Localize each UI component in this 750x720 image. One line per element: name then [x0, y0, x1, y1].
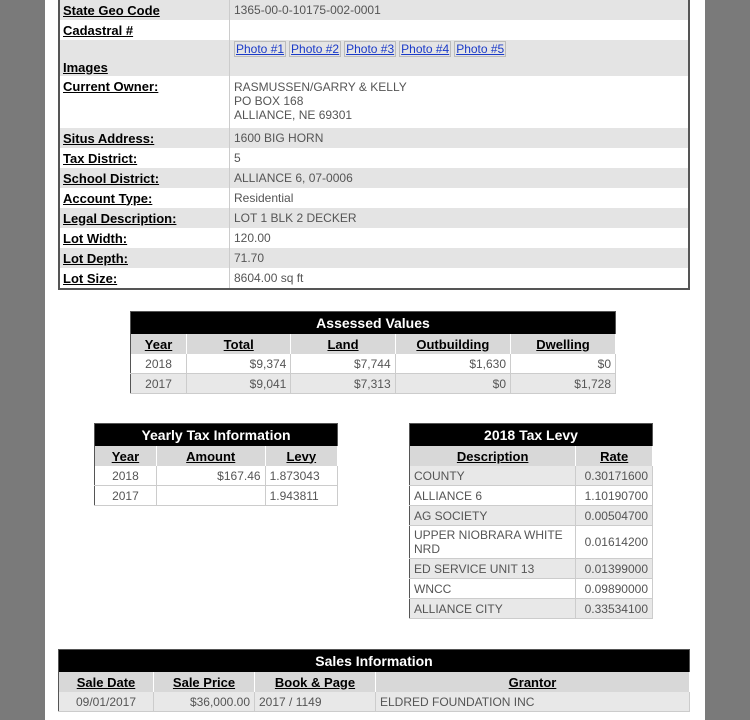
document-page: [45, 0, 705, 720]
table-row: [410, 506, 653, 526]
levy-description: ALLIANCE 6: [410, 486, 576, 506]
yearly-tax-table: [94, 423, 338, 506]
label-images: Images: [59, 40, 230, 76]
photo-link-2[interactable]: Photo #2: [291, 42, 340, 56]
tax-levy-header-rate: Rate: [576, 446, 653, 466]
yearly-tax-header-amount: Amount: [156, 446, 265, 466]
assessed-year: 2018: [131, 354, 187, 374]
levy-description: ALLIANCE CITY: [410, 599, 576, 619]
sales-header-grantor: Grantor: [376, 672, 690, 692]
tax-levy-header-description: Description: [410, 446, 576, 466]
yearly-tax-header-levy: Levy: [265, 446, 337, 466]
row-images: [59, 40, 689, 76]
table-row: [131, 374, 616, 394]
property-info-table: [58, 0, 690, 290]
levy-description: AG SOCIETY: [410, 506, 576, 526]
value-lot-width: 120.00: [230, 228, 690, 248]
value-current-owner: [230, 76, 690, 128]
assessed-total: $9,374: [187, 354, 291, 374]
sale-book-page: 2017 / 1149: [255, 692, 376, 712]
table-row: [410, 599, 653, 619]
value-images: [230, 40, 690, 76]
assessed-header-land: Land: [291, 334, 395, 354]
yearly-tax-title: Yearly Tax Information: [95, 424, 338, 447]
levy-description: UPPER NIOBRARA WHITE NRD: [410, 526, 576, 559]
sales-header-sale-price: Sale Price: [154, 672, 255, 692]
tax-levy-title: 2018 Tax Levy: [410, 424, 653, 447]
sale-date: 09/01/2017: [59, 692, 154, 712]
row-tax-district: [59, 148, 689, 168]
table-row: [410, 579, 653, 599]
assessed-header-dwelling: Dwelling: [511, 334, 616, 354]
yearly-tax-levy: 1.943811: [265, 486, 337, 506]
sales-info-table: [58, 649, 690, 712]
table-row: [410, 526, 653, 559]
photo-link-1[interactable]: Photo #1: [236, 42, 285, 56]
value-lot-size: 8604.00 sq ft: [230, 268, 690, 289]
label-lot-size: Lot Size:: [59, 268, 230, 289]
sales-info-title: Sales Information: [59, 650, 690, 673]
sale-grantor: ELDRED FOUNDATION INC: [376, 692, 690, 712]
row-legal-description: [59, 208, 689, 228]
assessed-dwelling: $0: [511, 354, 616, 374]
row-cadastral: [59, 20, 689, 40]
assessed-values-title: Assessed Values: [131, 312, 616, 335]
levy-description: ED SERVICE UNIT 13: [410, 559, 576, 579]
label-state-geo-code: State Geo Code: [59, 0, 230, 20]
assessed-header-total: Total: [187, 334, 291, 354]
table-row: [131, 354, 616, 374]
levy-rate: 1.10190700: [576, 486, 653, 506]
photo-link-4[interactable]: Photo #4: [401, 42, 450, 56]
yearly-tax-year: 2018: [95, 466, 157, 486]
levy-rate: 0.33534100: [576, 599, 653, 619]
levy-rate: 0.01399000: [576, 559, 653, 579]
sales-header-book-page: Book & Page: [255, 672, 376, 692]
levy-rate: 0.00504700: [576, 506, 653, 526]
yearly-tax-levy: 1.873043: [265, 466, 337, 486]
assessed-outbuilding: $1,630: [395, 354, 510, 374]
assessed-outbuilding: $0: [395, 374, 510, 394]
row-current-owner: [59, 76, 689, 128]
tax-levy-table: [409, 423, 653, 619]
value-tax-district: 5: [230, 148, 690, 168]
label-tax-district: Tax District:: [59, 148, 230, 168]
row-state-geo-code: [59, 0, 689, 20]
table-row: [59, 692, 690, 712]
yearly-tax-year: 2017: [95, 486, 157, 506]
yearly-tax-amount: [156, 486, 265, 506]
label-legal-description: Legal Description:: [59, 208, 230, 228]
table-row: [410, 466, 653, 486]
sales-header-sale-date: Sale Date: [59, 672, 154, 692]
levy-rate: 0.09890000: [576, 579, 653, 599]
assessed-year: 2017: [131, 374, 187, 394]
levy-rate: 0.01614200: [576, 526, 653, 559]
photo-link-5[interactable]: Photo #5: [456, 42, 505, 56]
table-row: [410, 486, 653, 506]
value-legal-description: LOT 1 BLK 2 DECKER: [230, 208, 690, 228]
levy-description: COUNTY: [410, 466, 576, 486]
assessed-land: $7,744: [291, 354, 395, 374]
row-lot-depth: [59, 248, 689, 268]
owner-address-line: PO BOX 168: [234, 94, 304, 108]
label-lot-width: Lot Width:: [59, 228, 230, 248]
value-lot-depth: 71.70: [230, 248, 690, 268]
assessed-land: $7,313: [291, 374, 395, 394]
label-cadastral: Cadastral #: [59, 20, 230, 40]
value-situs-address: 1600 BIG HORN: [230, 128, 690, 148]
owner-name: RASMUSSEN/GARRY & KELLY: [234, 80, 407, 94]
assessed-dwelling: $1,728: [511, 374, 616, 394]
row-lot-width: [59, 228, 689, 248]
row-school-district: [59, 168, 689, 188]
assessed-header-outbuilding: Outbuilding: [395, 334, 510, 354]
assessed-values-table: [130, 311, 616, 394]
label-school-district: School District:: [59, 168, 230, 188]
row-lot-size: [59, 268, 689, 289]
row-account-type: [59, 188, 689, 208]
sale-price: $36,000.00: [154, 692, 255, 712]
value-cadastral: [230, 20, 690, 40]
photo-link-3[interactable]: Photo #3: [346, 42, 395, 56]
label-situs-address: Situs Address:: [59, 128, 230, 148]
table-row: [95, 486, 338, 506]
value-school-district: ALLIANCE 6, 07-0006: [230, 168, 690, 188]
assessed-total: $9,041: [187, 374, 291, 394]
table-row: [410, 559, 653, 579]
value-account-type: Residential: [230, 188, 690, 208]
label-lot-depth: Lot Depth:: [59, 248, 230, 268]
levy-rate: 0.30171600: [576, 466, 653, 486]
assessed-header-year: Year: [131, 334, 187, 354]
table-row: [95, 466, 338, 486]
label-account-type: Account Type:: [59, 188, 230, 208]
yearly-tax-amount: $167.46: [156, 466, 265, 486]
row-situs-address: [59, 128, 689, 148]
yearly-tax-header-year: Year: [95, 446, 157, 466]
owner-city-state-zip: ALLIANCE, NE 69301: [234, 108, 353, 122]
value-state-geo-code: 1365-00-0-10175-002-0001: [230, 0, 690, 20]
label-current-owner: Current Owner:: [59, 76, 230, 128]
levy-description: WNCC: [410, 579, 576, 599]
